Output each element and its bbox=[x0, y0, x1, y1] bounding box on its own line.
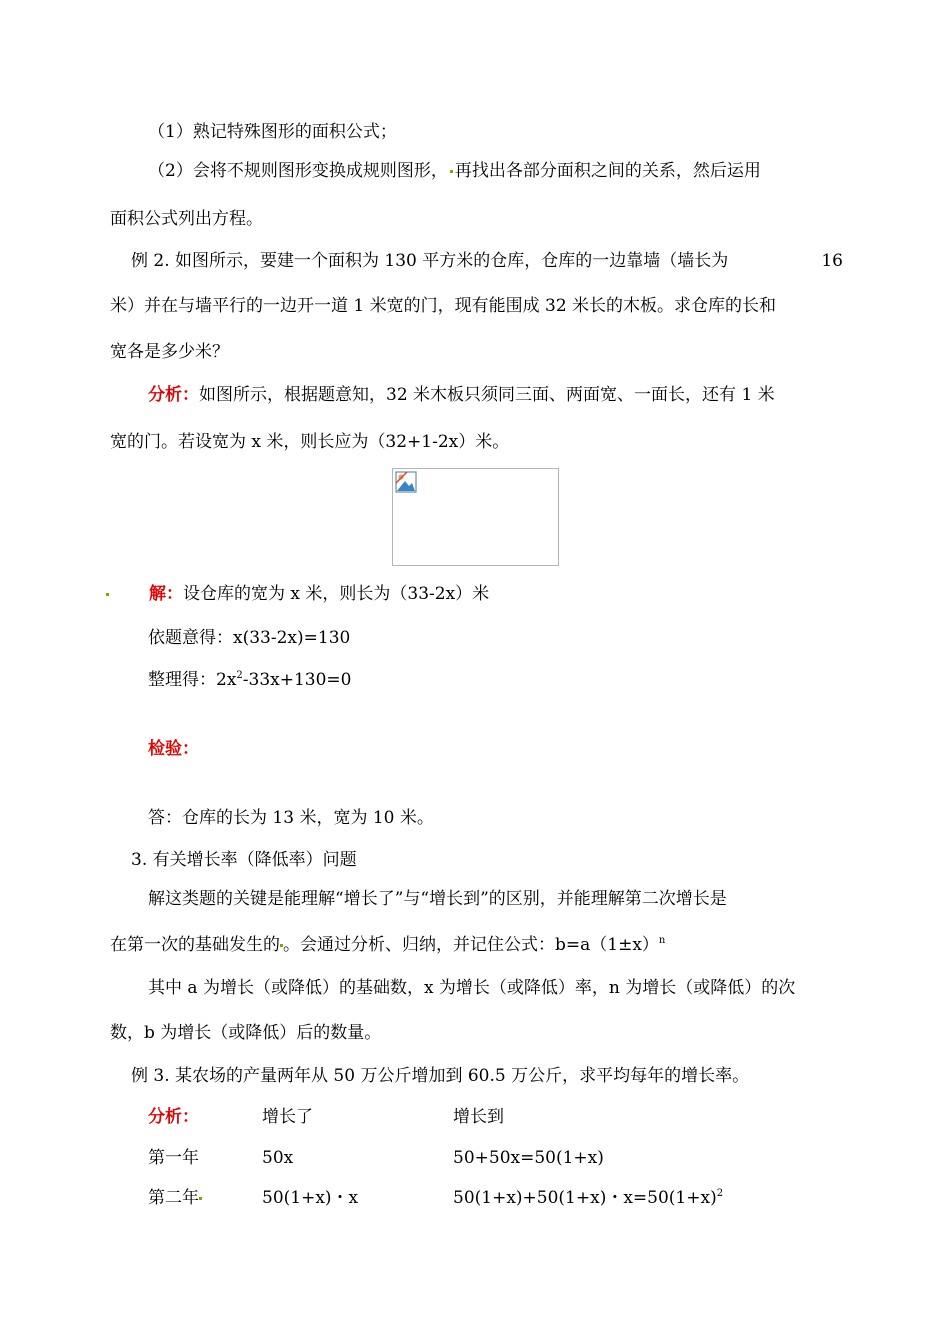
analysis-3-header-col2: 增长了 bbox=[262, 1107, 313, 1127]
analysis-3-row2-col3-sup: 2 bbox=[716, 1188, 724, 1199]
example-2-line-1 bbox=[131, 250, 843, 272]
analysis-2-line-1 bbox=[148, 384, 775, 406]
answer-2: 答：仓库的长为 13 米，宽为 10 米。 bbox=[148, 808, 434, 828]
analysis-3-row1-col2: 50x bbox=[262, 1148, 294, 1168]
section-3-title: 3. 有关增长率（降低率）问题 bbox=[131, 850, 357, 870]
analysis-3-row2-col3 bbox=[453, 1187, 723, 1209]
solution-2-eq-a: 整理得：2x bbox=[148, 670, 237, 690]
section-3-p1-line-2-a: 在第一次的基础发生的 bbox=[110, 935, 280, 955]
example-2-line-1-right: 16 bbox=[821, 251, 843, 271]
analysis-3-header-col3: 增长到 bbox=[453, 1107, 504, 1127]
example-2-line-2: 米）并在与墙平行的一边开一道 1 米宽的门，现有能围成 32 米长的木板。求仓库的长和 bbox=[110, 296, 777, 316]
solution-2-eq-sup: 2 bbox=[236, 670, 243, 681]
solution-label: 解： bbox=[149, 584, 183, 604]
example-2-line-1-left: 例 2. 如图所示，要建一个面积为 130 平方米的仓库，仓库的一边靠墙（墙长为 bbox=[131, 251, 729, 271]
para-1: （1）熟记特殊图形的面积公式； bbox=[148, 122, 397, 142]
decor-dot bbox=[106, 593, 109, 596]
decor-dot bbox=[199, 1197, 202, 1200]
analysis-3-row1-col1: 第一年 bbox=[148, 1148, 199, 1168]
analysis-2-line-2: 宽的门。若设宽为 x 米，则长应为（32+1-2x）米。 bbox=[110, 432, 510, 452]
analysis-3-row2-col1-text: 第二年 bbox=[148, 1188, 199, 1208]
section-3-p2-line-2: 数，b 为增长（或降低）后的数量。 bbox=[110, 1023, 382, 1043]
decor-dot bbox=[450, 170, 453, 173]
section-3-p1-line-2 bbox=[110, 934, 665, 956]
solution-2-eq-b: -33x+130=0 bbox=[242, 670, 352, 690]
analysis-3-row2-col2: 50(1+x)・x bbox=[262, 1188, 359, 1208]
analysis-label: 分析： bbox=[148, 385, 199, 405]
para-2-line-2: 面积公式列出方程。 bbox=[110, 209, 263, 229]
example-2-line-3: 宽各是多少米？ bbox=[110, 342, 229, 362]
section-3-p1-line-1: 解这类题的关键是能理解“增长了”与“增长到”的区别，并能理解第二次增长是 bbox=[148, 889, 727, 909]
section-3-p2-line-1: 其中 a 为增长（或降低）的基础数，x 为增长（或降低）率，n 为增长（或降低）的次 bbox=[148, 978, 796, 998]
broken-image-icon bbox=[395, 471, 417, 493]
analysis-2-text: 如图所示，根据题意知，32 米木板只须同三面、两面宽、一面长，还有 1 米 bbox=[199, 385, 775, 405]
analysis-3-row2-col3-text: 50(1+x)+50(1+x)・x=50(1+x) bbox=[453, 1188, 717, 1208]
check-label: 检验： bbox=[148, 739, 199, 759]
para-2-line-1-b: 再找出各部分面积之间的关系，然后运用 bbox=[454, 161, 761, 181]
solution-2-line-3 bbox=[148, 669, 352, 691]
para-2-line-1 bbox=[148, 160, 761, 182]
para-2-line-1-a: （2）会将不规则图形变换成规则图形， bbox=[148, 161, 448, 181]
solution-2-line-1 bbox=[104, 583, 489, 605]
analysis-3-label: 分析： bbox=[148, 1107, 199, 1127]
formula-exponent: n bbox=[658, 935, 666, 946]
solution-2-line-2: 依题意得：x(33-2x)=130 bbox=[148, 628, 351, 648]
example-3-line-1: 例 3. 某农场的产量两年从 50 万公斤增加到 60.5 万公斤，求平均每年的增长率。 bbox=[131, 1066, 750, 1086]
figure-placeholder bbox=[392, 468, 559, 566]
analysis-3-row1-col3: 50+50x=50(1+x) bbox=[453, 1148, 604, 1168]
analysis-3-row2-col1 bbox=[148, 1187, 202, 1209]
section-3-p1-line-2-b: 。会通过分析、归纳，并记住公式：b=a（1±x） bbox=[283, 935, 659, 955]
solution-2-text: 设仓库的宽为 x 米，则长为（33-2x）米 bbox=[183, 584, 490, 604]
